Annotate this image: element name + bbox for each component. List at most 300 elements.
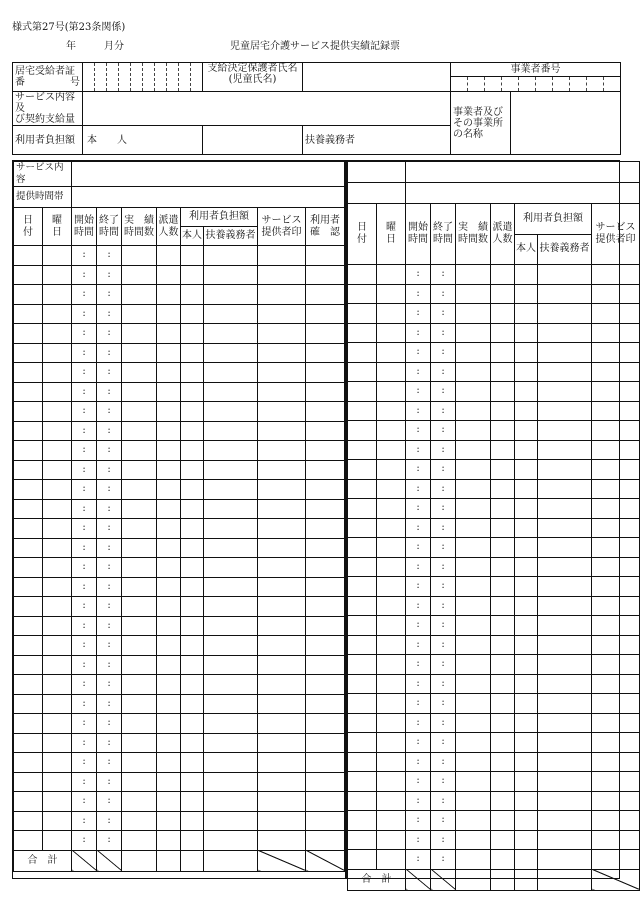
dispatch-count-cell[interactable]: [491, 557, 515, 577]
day-cell[interactable]: [348, 343, 377, 363]
confirm-cell[interactable]: [306, 441, 345, 461]
weekday-cell[interactable]: [43, 304, 72, 324]
actual-hours-cell[interactable]: [122, 480, 157, 500]
confirm-cell[interactable]: [306, 382, 345, 402]
dispatch-count-cell[interactable]: [157, 616, 181, 636]
day-cell[interactable]: [14, 441, 43, 461]
dispatch-count-cell[interactable]: [491, 830, 515, 850]
end-time-cell[interactable]: :: [97, 772, 122, 792]
confirm-cell[interactable]: [306, 480, 345, 500]
weekday-cell[interactable]: [43, 753, 72, 773]
actual-hours-cell[interactable]: [456, 538, 491, 558]
day-cell[interactable]: [348, 733, 377, 753]
weekday-cell[interactable]: [43, 714, 72, 734]
confirm-cell[interactable]: [306, 753, 345, 773]
copay-dependent-cell[interactable]: [538, 460, 592, 480]
actual-hours-cell[interactable]: [456, 557, 491, 577]
start-time-cell[interactable]: :: [406, 382, 431, 402]
actual-hours-cell[interactable]: [456, 811, 491, 831]
end-time-cell[interactable]: :: [97, 792, 122, 812]
actual-hours-cell[interactable]: [122, 324, 157, 344]
day-cell[interactable]: [14, 324, 43, 344]
dispatch-count-cell[interactable]: [157, 753, 181, 773]
weekday-cell[interactable]: [377, 284, 406, 304]
start-time-cell[interactable]: :: [72, 831, 97, 851]
seal-cell[interactable]: [592, 596, 640, 616]
dispatch-count-cell[interactable]: [491, 323, 515, 343]
confirm-cell[interactable]: [306, 558, 345, 578]
confirm-cell[interactable]: [306, 460, 345, 480]
total-dependent-cell[interactable]: [538, 869, 592, 890]
seal-cell[interactable]: [592, 557, 640, 577]
day-cell[interactable]: [348, 577, 377, 597]
seal-cell[interactable]: [258, 538, 306, 558]
copay-self-cell[interactable]: [181, 792, 204, 812]
actual-hours-cell[interactable]: [456, 772, 491, 792]
weekday-cell[interactable]: [377, 733, 406, 753]
seal-cell[interactable]: [258, 616, 306, 636]
weekday-cell[interactable]: [377, 479, 406, 499]
dispatch-count-cell[interactable]: [157, 831, 181, 851]
start-time-cell[interactable]: :: [72, 402, 97, 422]
copay-dependent-cell[interactable]: [538, 518, 592, 538]
copay-self-cell[interactable]: [515, 674, 538, 694]
actual-hours-cell[interactable]: [122, 792, 157, 812]
confirm-cell[interactable]: [306, 694, 345, 714]
dispatch-count-cell[interactable]: [157, 304, 181, 324]
dispatch-count-cell[interactable]: [491, 440, 515, 460]
seal-cell[interactable]: [592, 401, 640, 421]
dispatch-count-cell[interactable]: [157, 246, 181, 266]
copay-dependent-cell[interactable]: [538, 752, 592, 772]
copay-dependent-cell[interactable]: [538, 538, 592, 558]
copay-self-cell[interactable]: [515, 772, 538, 792]
weekday-cell[interactable]: [43, 636, 72, 656]
copay-dependent-cell[interactable]: [204, 304, 258, 324]
weekday-cell[interactable]: [43, 363, 72, 383]
copay-dependent-cell[interactable]: [538, 304, 592, 324]
seal-cell[interactable]: [258, 402, 306, 422]
seal-cell[interactable]: [592, 421, 640, 441]
dispatch-count-cell[interactable]: [157, 558, 181, 578]
confirm-cell[interactable]: [306, 363, 345, 383]
dispatch-count-cell[interactable]: [491, 791, 515, 811]
copay-dependent-cell[interactable]: [538, 499, 592, 519]
start-time-cell[interactable]: :: [72, 285, 97, 305]
confirm-cell[interactable]: [306, 616, 345, 636]
day-cell[interactable]: [348, 421, 377, 441]
copay-self-cell[interactable]: [181, 304, 204, 324]
confirm-cell[interactable]: [306, 831, 345, 851]
dispatch-count-cell[interactable]: [157, 655, 181, 675]
seal-cell[interactable]: [258, 831, 306, 851]
actual-hours-cell[interactable]: [456, 694, 491, 714]
dispatch-count-cell[interactable]: [491, 343, 515, 363]
copay-dependent-cell[interactable]: [538, 830, 592, 850]
day-cell[interactable]: [14, 772, 43, 792]
start-time-cell[interactable]: :: [406, 440, 431, 460]
weekday-cell[interactable]: [377, 616, 406, 636]
day-cell[interactable]: [14, 304, 43, 324]
day-cell[interactable]: [14, 831, 43, 851]
end-time-cell[interactable]: :: [97, 655, 122, 675]
dispatch-count-cell[interactable]: [491, 811, 515, 831]
dispatch-count-cell[interactable]: [157, 577, 181, 597]
end-time-cell[interactable]: :: [431, 655, 456, 675]
confirm-cell[interactable]: [306, 538, 345, 558]
copay-dependent-cell[interactable]: [538, 616, 592, 636]
end-time-cell[interactable]: :: [431, 518, 456, 538]
total-actual-cell[interactable]: [122, 850, 157, 871]
dispatch-count-cell[interactable]: [157, 441, 181, 461]
seal-cell[interactable]: [258, 772, 306, 792]
copay-dependent-cell[interactable]: [538, 811, 592, 831]
day-cell[interactable]: [348, 694, 377, 714]
start-time-cell[interactable]: :: [72, 538, 97, 558]
start-time-cell[interactable]: :: [406, 343, 431, 363]
copay-self-cell[interactable]: [515, 811, 538, 831]
seal-cell[interactable]: [258, 421, 306, 441]
day-cell[interactable]: [14, 363, 43, 383]
dispatch-count-cell[interactable]: [491, 674, 515, 694]
end-time-cell[interactable]: :: [431, 733, 456, 753]
start-time-cell[interactable]: :: [406, 401, 431, 421]
actual-hours-cell[interactable]: [456, 382, 491, 402]
start-time-cell[interactable]: :: [406, 479, 431, 499]
weekday-cell[interactable]: [43, 265, 72, 285]
copay-self-cell[interactable]: [515, 577, 538, 597]
end-time-cell[interactable]: :: [431, 596, 456, 616]
end-time-cell[interactable]: :: [431, 772, 456, 792]
copay-dependent-cell[interactable]: [204, 421, 258, 441]
end-time-cell[interactable]: :: [431, 557, 456, 577]
day-cell[interactable]: [14, 499, 43, 519]
copay-self-cell[interactable]: [515, 733, 538, 753]
confirm-cell[interactable]: [306, 772, 345, 792]
day-cell[interactable]: [348, 440, 377, 460]
copay-dependent-cell[interactable]: [538, 265, 592, 285]
day-cell[interactable]: [348, 811, 377, 831]
weekday-cell[interactable]: [43, 772, 72, 792]
seal-cell[interactable]: [258, 480, 306, 500]
start-time-cell[interactable]: :: [406, 265, 431, 285]
weekday-cell[interactable]: [43, 343, 72, 363]
end-time-cell[interactable]: :: [431, 499, 456, 519]
copay-self-cell[interactable]: [181, 246, 204, 266]
start-time-cell[interactable]: :: [406, 362, 431, 382]
weekday-cell[interactable]: [43, 324, 72, 344]
end-time-cell[interactable]: :: [97, 616, 122, 636]
copay-self-cell[interactable]: [181, 480, 204, 500]
start-time-cell[interactable]: :: [72, 324, 97, 344]
end-time-cell[interactable]: :: [97, 324, 122, 344]
start-time-cell[interactable]: :: [72, 421, 97, 441]
dispatch-count-cell[interactable]: [157, 363, 181, 383]
copay-self-cell[interactable]: [515, 635, 538, 655]
end-time-cell[interactable]: :: [97, 831, 122, 851]
actual-hours-cell[interactable]: [456, 362, 491, 382]
weekday-cell[interactable]: [43, 382, 72, 402]
copay-dependent-cell[interactable]: [204, 499, 258, 519]
copay-self-cell[interactable]: [181, 831, 204, 851]
actual-hours-cell[interactable]: [122, 636, 157, 656]
actual-hours-cell[interactable]: [122, 246, 157, 266]
start-time-cell[interactable]: :: [72, 246, 97, 266]
end-time-cell[interactable]: :: [431, 538, 456, 558]
guardian-name-field[interactable]: [303, 63, 451, 92]
copay-self-cell[interactable]: [83, 126, 203, 155]
copay-dependent-cell[interactable]: [204, 460, 258, 480]
start-time-cell[interactable]: :: [72, 811, 97, 831]
copay-dependent-cell[interactable]: [538, 479, 592, 499]
dispatch-count-cell[interactable]: [157, 343, 181, 363]
start-time-cell[interactable]: :: [72, 558, 97, 578]
start-time-cell[interactable]: :: [406, 460, 431, 480]
end-time-cell[interactable]: :: [97, 343, 122, 363]
actual-hours-cell[interactable]: [456, 265, 491, 285]
actual-hours-cell[interactable]: [456, 713, 491, 733]
actual-hours-cell[interactable]: [122, 616, 157, 636]
seal-cell[interactable]: [592, 265, 640, 285]
actual-hours-cell[interactable]: [456, 791, 491, 811]
end-time-cell[interactable]: :: [97, 499, 122, 519]
weekday-cell[interactable]: [377, 499, 406, 519]
day-cell[interactable]: [348, 655, 377, 675]
weekday-cell[interactable]: [377, 518, 406, 538]
weekday-cell[interactable]: [377, 440, 406, 460]
end-time-cell[interactable]: :: [97, 304, 122, 324]
end-time-cell[interactable]: :: [431, 362, 456, 382]
day-cell[interactable]: [14, 343, 43, 363]
start-time-cell[interactable]: :: [406, 791, 431, 811]
seal-cell[interactable]: [258, 714, 306, 734]
dispatch-count-cell[interactable]: [491, 772, 515, 792]
weekday-cell[interactable]: [43, 831, 72, 851]
weekday-cell[interactable]: [43, 519, 72, 539]
dispatch-count-cell[interactable]: [491, 616, 515, 636]
weekday-cell[interactable]: [43, 558, 72, 578]
actual-hours-cell[interactable]: [122, 597, 157, 617]
copay-self-cell[interactable]: [181, 577, 204, 597]
day-cell[interactable]: [14, 811, 43, 831]
copay-dependent-cell[interactable]: [204, 324, 258, 344]
end-time-cell[interactable]: :: [97, 811, 122, 831]
copay-dependent-cell[interactable]: [204, 792, 258, 812]
weekday-cell[interactable]: [43, 402, 72, 422]
copay-dependent-cell[interactable]: [538, 382, 592, 402]
copay-dependent-cell[interactable]: [303, 126, 451, 155]
copay-self-cell[interactable]: [515, 538, 538, 558]
seal-cell[interactable]: [258, 636, 306, 656]
actual-hours-cell[interactable]: [122, 558, 157, 578]
start-time-cell[interactable]: :: [72, 363, 97, 383]
end-time-cell[interactable]: :: [431, 830, 456, 850]
seal-cell[interactable]: [592, 323, 640, 343]
actual-hours-cell[interactable]: [456, 577, 491, 597]
copay-self-cell[interactable]: [181, 597, 204, 617]
seal-cell[interactable]: [258, 792, 306, 812]
dispatch-count-cell[interactable]: [491, 284, 515, 304]
day-cell[interactable]: [14, 246, 43, 266]
start-time-cell[interactable]: :: [406, 674, 431, 694]
day-cell[interactable]: [14, 792, 43, 812]
end-time-cell[interactable]: :: [97, 597, 122, 617]
dispatch-count-cell[interactable]: [157, 636, 181, 656]
start-time-cell[interactable]: :: [406, 421, 431, 441]
day-cell[interactable]: [14, 694, 43, 714]
seal-cell[interactable]: [592, 635, 640, 655]
seal-cell[interactable]: [258, 246, 306, 266]
start-time-cell[interactable]: :: [72, 304, 97, 324]
actual-hours-cell[interactable]: [456, 479, 491, 499]
recipient-id-boxes[interactable]: [83, 63, 203, 92]
day-cell[interactable]: [348, 499, 377, 519]
copay-self-cell[interactable]: [181, 655, 204, 675]
weekday-cell[interactable]: [43, 616, 72, 636]
end-time-cell[interactable]: :: [97, 519, 122, 539]
end-time-cell[interactable]: :: [431, 713, 456, 733]
seal-cell[interactable]: [258, 655, 306, 675]
copay-dependent-cell[interactable]: [538, 694, 592, 714]
confirm-cell[interactable]: [306, 675, 345, 695]
seal-cell[interactable]: [592, 362, 640, 382]
actual-hours-cell[interactable]: [122, 733, 157, 753]
copay-dependent-cell[interactable]: [538, 733, 592, 753]
end-time-cell[interactable]: :: [431, 401, 456, 421]
weekday-cell[interactable]: [43, 421, 72, 441]
copay-dependent-cell[interactable]: [538, 284, 592, 304]
seal-cell[interactable]: [592, 284, 640, 304]
weekday-cell[interactable]: [377, 694, 406, 714]
end-time-cell[interactable]: :: [431, 421, 456, 441]
day-cell[interactable]: [348, 382, 377, 402]
day-cell[interactable]: [14, 577, 43, 597]
total-dependent-cell[interactable]: [204, 850, 258, 871]
confirm-cell[interactable]: [306, 597, 345, 617]
actual-hours-cell[interactable]: [122, 811, 157, 831]
day-cell[interactable]: [14, 733, 43, 753]
copay-self-cell[interactable]: [515, 265, 538, 285]
weekday-cell[interactable]: [377, 460, 406, 480]
start-time-cell[interactable]: :: [406, 694, 431, 714]
start-time-cell[interactable]: :: [406, 616, 431, 636]
confirm-cell[interactable]: [306, 285, 345, 305]
dispatch-count-cell[interactable]: [157, 733, 181, 753]
seal-cell[interactable]: [258, 324, 306, 344]
total-dispatch-cell[interactable]: [157, 850, 181, 871]
copay-dependent-cell[interactable]: [538, 713, 592, 733]
seal-cell[interactable]: [592, 655, 640, 675]
dispatch-count-cell[interactable]: [491, 713, 515, 733]
actual-hours-cell[interactable]: [456, 421, 491, 441]
weekday-cell[interactable]: [377, 382, 406, 402]
dispatch-count-cell[interactable]: [157, 499, 181, 519]
actual-hours-cell[interactable]: [122, 753, 157, 773]
actual-hours-cell[interactable]: [456, 616, 491, 636]
seal-cell[interactable]: [592, 674, 640, 694]
day-cell[interactable]: [348, 635, 377, 655]
weekday-cell[interactable]: [377, 850, 406, 870]
confirm-cell[interactable]: [306, 733, 345, 753]
copay-self-cell[interactable]: [181, 811, 204, 831]
copay-dependent-cell[interactable]: [204, 733, 258, 753]
day-cell[interactable]: [14, 675, 43, 695]
day-cell[interactable]: [14, 558, 43, 578]
start-time-cell[interactable]: :: [406, 811, 431, 831]
copay-self-cell[interactable]: [515, 460, 538, 480]
seal-cell[interactable]: [592, 694, 640, 714]
day-cell[interactable]: [14, 636, 43, 656]
copay-dependent-cell[interactable]: [538, 596, 592, 616]
weekday-cell[interactable]: [377, 596, 406, 616]
confirm-cell[interactable]: [306, 324, 345, 344]
day-cell[interactable]: [348, 850, 377, 870]
start-time-cell[interactable]: :: [406, 518, 431, 538]
start-time-cell[interactable]: :: [72, 577, 97, 597]
day-cell[interactable]: [348, 460, 377, 480]
start-time-cell[interactable]: :: [406, 557, 431, 577]
actual-hours-cell[interactable]: [122, 831, 157, 851]
day-cell[interactable]: [348, 713, 377, 733]
day-cell[interactable]: [348, 401, 377, 421]
seal-cell[interactable]: [258, 285, 306, 305]
copay-dependent-cell[interactable]: [204, 265, 258, 285]
copay-dependent-cell[interactable]: [538, 421, 592, 441]
seal-cell[interactable]: [592, 752, 640, 772]
dispatch-count-cell[interactable]: [491, 401, 515, 421]
day-cell[interactable]: [348, 557, 377, 577]
actual-hours-cell[interactable]: [122, 382, 157, 402]
copay-dependent-cell[interactable]: [204, 382, 258, 402]
copay-dependent-cell[interactable]: [204, 558, 258, 578]
dispatch-count-cell[interactable]: [157, 694, 181, 714]
actual-hours-cell[interactable]: [122, 772, 157, 792]
confirm-cell[interactable]: [306, 343, 345, 363]
day-cell[interactable]: [14, 655, 43, 675]
seal-cell[interactable]: [258, 304, 306, 324]
seal-cell[interactable]: [258, 753, 306, 773]
seal-cell[interactable]: [592, 460, 640, 480]
end-time-cell[interactable]: :: [97, 753, 122, 773]
weekday-cell[interactable]: [377, 577, 406, 597]
start-time-cell[interactable]: :: [72, 382, 97, 402]
actual-hours-cell[interactable]: [122, 655, 157, 675]
weekday-cell[interactable]: [377, 713, 406, 733]
total-actual-cell[interactable]: [456, 869, 491, 890]
seal-cell[interactable]: [258, 597, 306, 617]
end-time-cell[interactable]: :: [431, 323, 456, 343]
day-cell[interactable]: [14, 597, 43, 617]
copay-self-field[interactable]: [203, 126, 303, 155]
weekday-cell[interactable]: [377, 791, 406, 811]
actual-hours-cell[interactable]: [122, 460, 157, 480]
actual-hours-cell[interactable]: [122, 441, 157, 461]
start-time-cell[interactable]: :: [72, 616, 97, 636]
copay-dependent-cell[interactable]: [204, 246, 258, 266]
seal-cell[interactable]: [258, 558, 306, 578]
day-cell[interactable]: [348, 265, 377, 285]
end-time-cell[interactable]: :: [431, 850, 456, 870]
copay-dependent-cell[interactable]: [204, 675, 258, 695]
end-time-cell[interactable]: :: [97, 538, 122, 558]
actual-hours-cell[interactable]: [456, 440, 491, 460]
copay-dependent-cell[interactable]: [204, 655, 258, 675]
dispatch-count-cell[interactable]: [491, 499, 515, 519]
start-time-cell[interactable]: :: [72, 519, 97, 539]
seal-cell[interactable]: [592, 811, 640, 831]
copay-self-cell[interactable]: [515, 421, 538, 441]
copay-self-cell[interactable]: [515, 694, 538, 714]
